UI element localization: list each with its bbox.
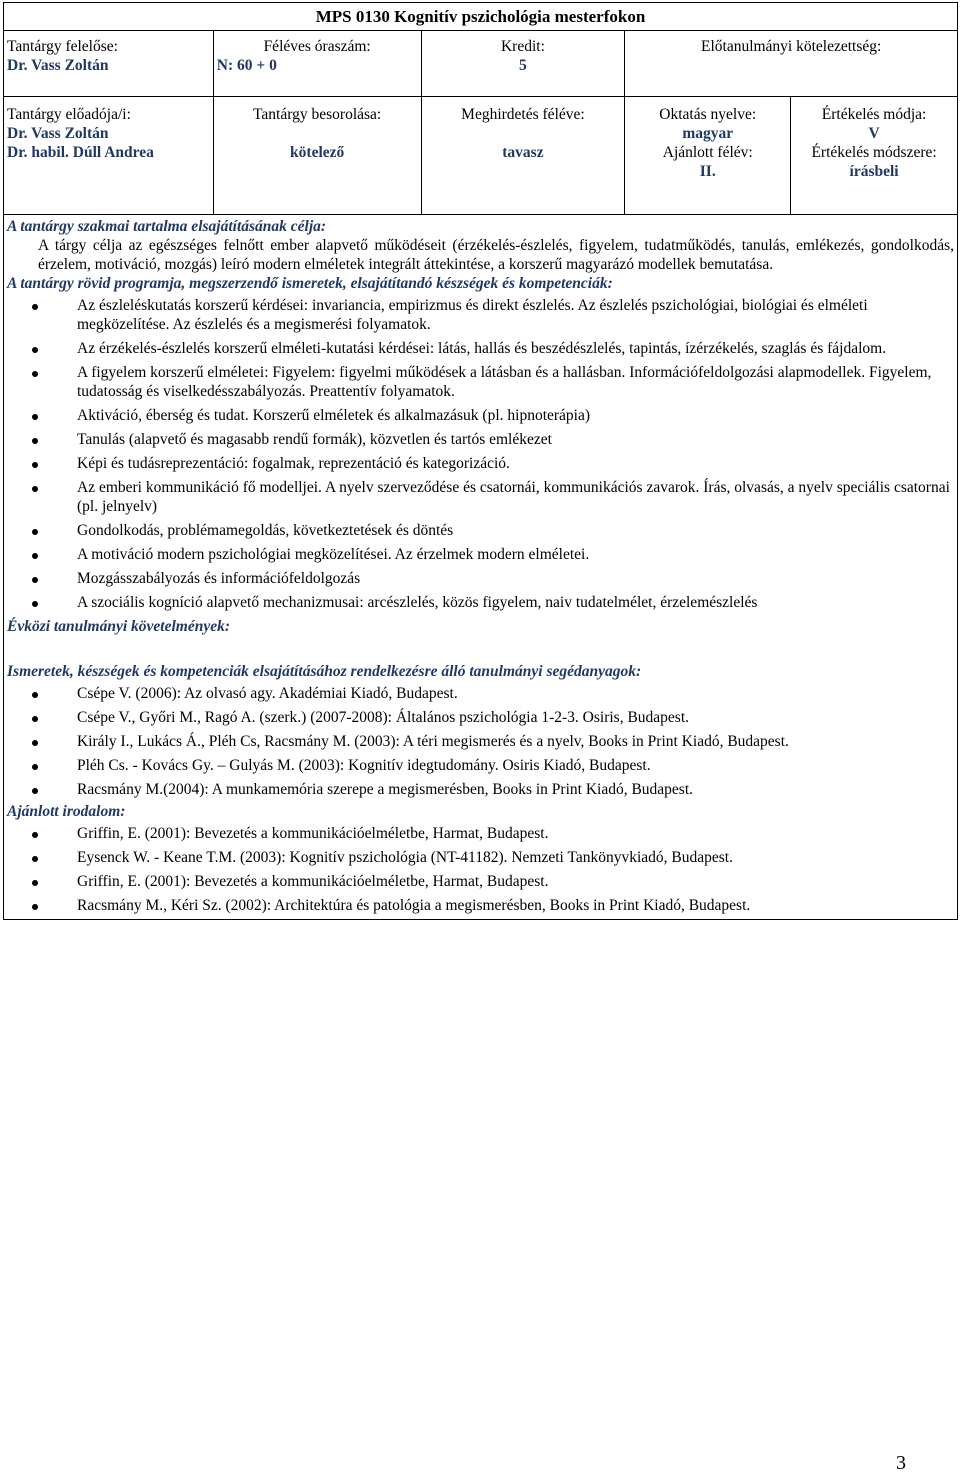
lecturer-cell bbox=[4, 97, 214, 215]
language-cell bbox=[625, 97, 791, 215]
bullet-icon bbox=[32, 438, 38, 444]
list-item: Tanulás (alapvető és magasabb rendű formák), közvetlen és tartós emlékezet bbox=[77, 430, 954, 449]
bullet-icon bbox=[32, 462, 38, 468]
prereq-cell bbox=[625, 31, 958, 97]
list-item: Racsmány M.(2004): A munkamemória szerepe a megismerésben, Books in Print Kiadó, Budapest. bbox=[77, 780, 954, 799]
list-item: Képi és tudásreprezentáció: fogalmak, reprezentáció és kategorizáció. bbox=[77, 454, 954, 473]
bullet-icon bbox=[32, 904, 38, 910]
hours-value: N: 60 + 0 bbox=[216, 57, 277, 74]
list-item: A motiváció modern pszichológiai megközelítései. Az érzelmek modern elméletei. bbox=[77, 545, 954, 564]
bullet-icon bbox=[32, 601, 38, 607]
responsible-cell bbox=[4, 31, 214, 97]
program-title: A tantárgy rövid programja, megszerzendő ismeretek, elsajátítandó készségek és kompetenciák: bbox=[7, 275, 613, 292]
list-item: Csépe V. (2006): Az olvasó agy. Akadémiai Kiadó, Budapest. bbox=[77, 684, 954, 703]
list-item: Aktiváció, éberség és tudat. Korszerű elméletek és alkalmazásuk (pl. hipnoterápia) bbox=[77, 406, 954, 425]
list-item: Az emberi kommunikáció fő modelljei. A nyelv szerveződése és csatornái, kommunikációs zavarok. Írás, olvasás, a nyelv speciális csatornai (pl. jelnyelv) bbox=[77, 478, 954, 516]
language-value: magyar bbox=[682, 125, 734, 142]
prereq-label: Előtanulmányi kötelezettség: bbox=[700, 38, 882, 55]
responsible-label: Tantárgy felelőse: bbox=[7, 38, 118, 55]
bullet-icon bbox=[32, 716, 38, 722]
semester-label: Meghirdetés féléve: bbox=[461, 106, 585, 123]
bullet-icon bbox=[32, 553, 38, 559]
list-item: Az észleléskutatás korszerű kérdései: invariancia, empirizmus és direkt észlelés. Az észlelés pszichológiai, biológiai és elméleti megközelítése. Az észlelés és a megismerési folyamatok. bbox=[77, 296, 954, 334]
requirements-title: Évközi tanulmányi követelmények: bbox=[7, 618, 231, 635]
semester-cell bbox=[421, 97, 625, 215]
bullet-icon bbox=[32, 347, 38, 353]
hours-cell bbox=[213, 31, 421, 97]
classification-cell bbox=[213, 97, 421, 215]
list-item: Griffin, E. (2001): Bevezetés a kommunikációelméletbe, Harmat, Budapest. bbox=[77, 872, 954, 891]
bullet-icon bbox=[32, 788, 38, 794]
language-label: Oktatás nyelve: bbox=[659, 106, 757, 123]
course-title: MPS 0130 Kognitív pszichológia mesterfokon bbox=[4, 3, 958, 31]
bullet-icon bbox=[32, 692, 38, 698]
bullet-icon bbox=[32, 880, 38, 886]
bullet-icon bbox=[32, 856, 38, 862]
bullet-icon bbox=[32, 371, 38, 377]
bullet-icon bbox=[32, 529, 38, 535]
program-list bbox=[7, 296, 954, 612]
content-cell bbox=[4, 215, 958, 920]
bullet-icon bbox=[32, 414, 38, 420]
literature-title: Ajánlott irodalom: bbox=[7, 803, 126, 820]
hours-label: Féléves óraszám: bbox=[263, 38, 371, 55]
list-item: Pléh Cs. - Kovács Gy. – Gulyás M. (2003): Kognitív idegtudomány. Osiris Kiadó, Budapest. bbox=[77, 756, 954, 775]
eval-mode-value: V bbox=[868, 125, 880, 142]
eval-method-label: Értékelés módszere: bbox=[811, 144, 937, 161]
page-number: 3 bbox=[896, 1452, 906, 1474]
eval-mode-label: Értékelés módja: bbox=[821, 106, 927, 123]
list-item: Csépe V., Győri M., Ragó A. (szerk.) (2007-2008): Általános pszichológia 1-2-3. Osiris, Budapest. bbox=[77, 708, 954, 727]
list-item: A szociális kogníció alapvető mechanizmusai: arcészlelés, közös figyelem, naiv tudatelmélet, érzelemészlelés bbox=[77, 593, 954, 612]
list-item: Gondolkodás, problémamegoldás, következtetések és döntés bbox=[77, 521, 954, 540]
materials-list bbox=[7, 684, 954, 799]
recommended-value: II. bbox=[699, 163, 716, 180]
list-item: Az érzékelés-észlelés korszerű elméleti-kutatási kérdései: látás, hallás és beszédészlelés, tapintás, ízérzékelés, szaglás és fájdalom. bbox=[77, 339, 954, 358]
bullet-icon bbox=[32, 764, 38, 770]
recommended-label: Ajánlott félév: bbox=[662, 144, 753, 161]
eval-method-value: írásbeli bbox=[849, 163, 899, 180]
bullet-icon bbox=[32, 577, 38, 583]
goal-title: A tantárgy szakmai tartalma elsajátításának célja: bbox=[7, 218, 327, 235]
lecturer-label: Tantárgy előadója/i: bbox=[7, 106, 131, 123]
goal-text: A tárgy célja az egészséges felnőtt ember alapvető működéseit (érzékelés-észlelés, figyelem, tudatműködés, tanulás, emlékezés, gondolkodás, érzelem, motiváció, mozgás) leíró modern elméletek integrált áttekintése, a korszerű magyarázó modellek bemutatása. bbox=[38, 237, 954, 273]
semester-value: tavasz bbox=[502, 144, 544, 161]
materials-title: Ismeretek, készségek és kompetenciák elsajátításához rendelkezésre álló tanulmányi segédanyagok: bbox=[7, 663, 642, 680]
lecturer-name: Dr. Vass Zoltán bbox=[7, 125, 109, 142]
bullet-icon bbox=[32, 304, 38, 310]
course-datasheet bbox=[3, 2, 958, 920]
responsible-value: Dr. Vass Zoltán bbox=[7, 57, 109, 74]
credit-cell bbox=[421, 31, 625, 97]
bullet-icon bbox=[32, 740, 38, 746]
list-item: Racsmány M., Kéri Sz. (2002): Architektúra és patológia a megismerésben, Books in Print Kiadó, Budapest. bbox=[77, 896, 954, 915]
list-item: Mozgásszabályozás és információfeldolgozás bbox=[77, 569, 954, 588]
list-item: Király I., Lukács Á., Pléh Cs, Racsmány M. (2003): A téri megismerés és a nyelv, Books in Print Kiadó, Budapest. bbox=[77, 732, 954, 751]
bullet-icon bbox=[32, 832, 38, 838]
list-item: Griffin, E. (2001): Bevezetés a kommunikációelméletbe, Harmat, Budapest. bbox=[77, 824, 954, 843]
list-item: Eysenck W. - Keane T.M. (2003): Kognitív pszichológia (NT-41182). Nemzeti Tankönyvkiadó, Budapest. bbox=[77, 848, 954, 867]
bullet-icon bbox=[32, 486, 38, 492]
credit-value: 5 bbox=[519, 57, 527, 74]
lecturer-name: Dr. habil. Dúll Andrea bbox=[7, 144, 154, 161]
classification-value: kötelező bbox=[290, 144, 345, 161]
evaluation-cell bbox=[791, 97, 958, 215]
credit-label: Kredit: bbox=[500, 38, 545, 55]
literature-list bbox=[7, 824, 954, 915]
list-item: A figyelem korszerű elméletei: Figyelem: figyelmi működések a látásban és a hallásban. Információfeldolgozási alapmodellek. Figyelem, tudatosság és viselkedésszabályozás. Preattentív folyamatok. bbox=[77, 363, 954, 401]
classification-label: Tantárgy besorolása: bbox=[253, 106, 382, 123]
